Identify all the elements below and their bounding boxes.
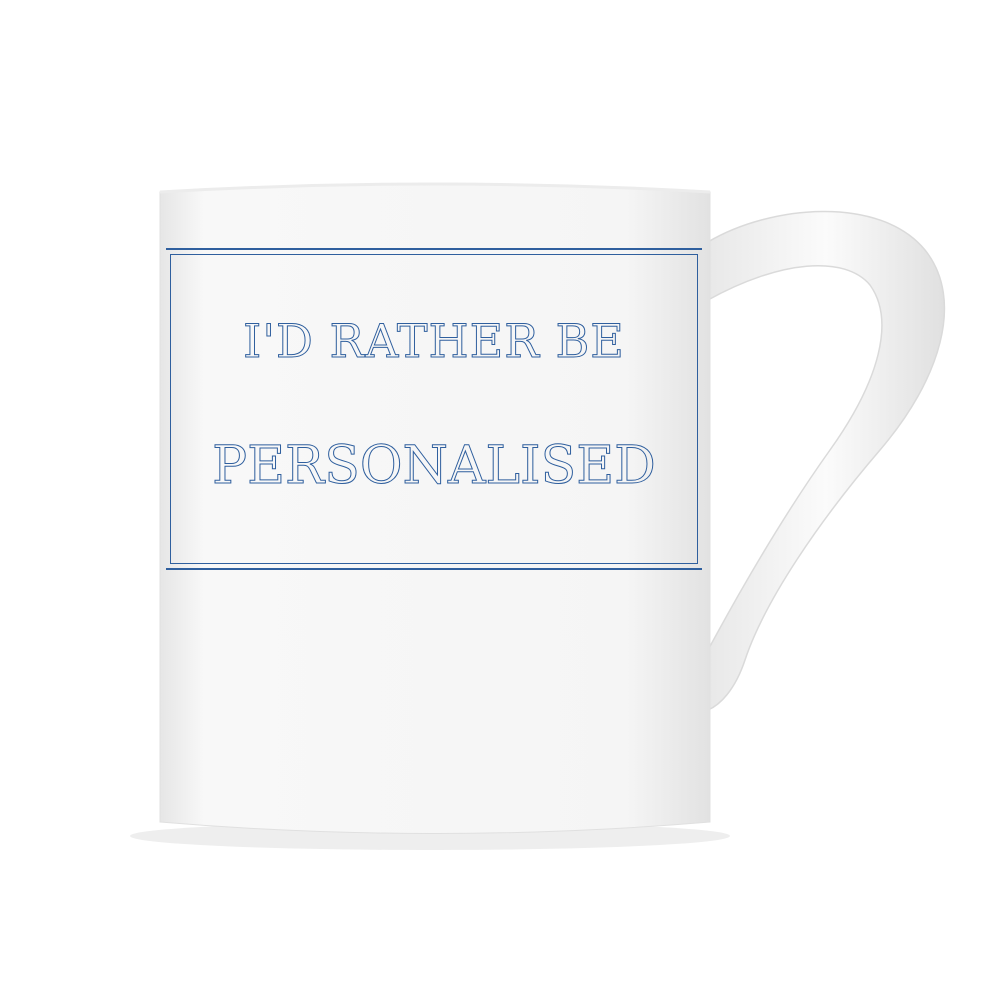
printed-design — [166, 248, 702, 570]
slogan-line-1: I'D RATHER BE — [243, 314, 625, 368]
mug-handle — [708, 211, 944, 710]
slogan-line-2: PERSONALISED — [212, 436, 656, 496]
design-frame-inner — [170, 254, 698, 564]
